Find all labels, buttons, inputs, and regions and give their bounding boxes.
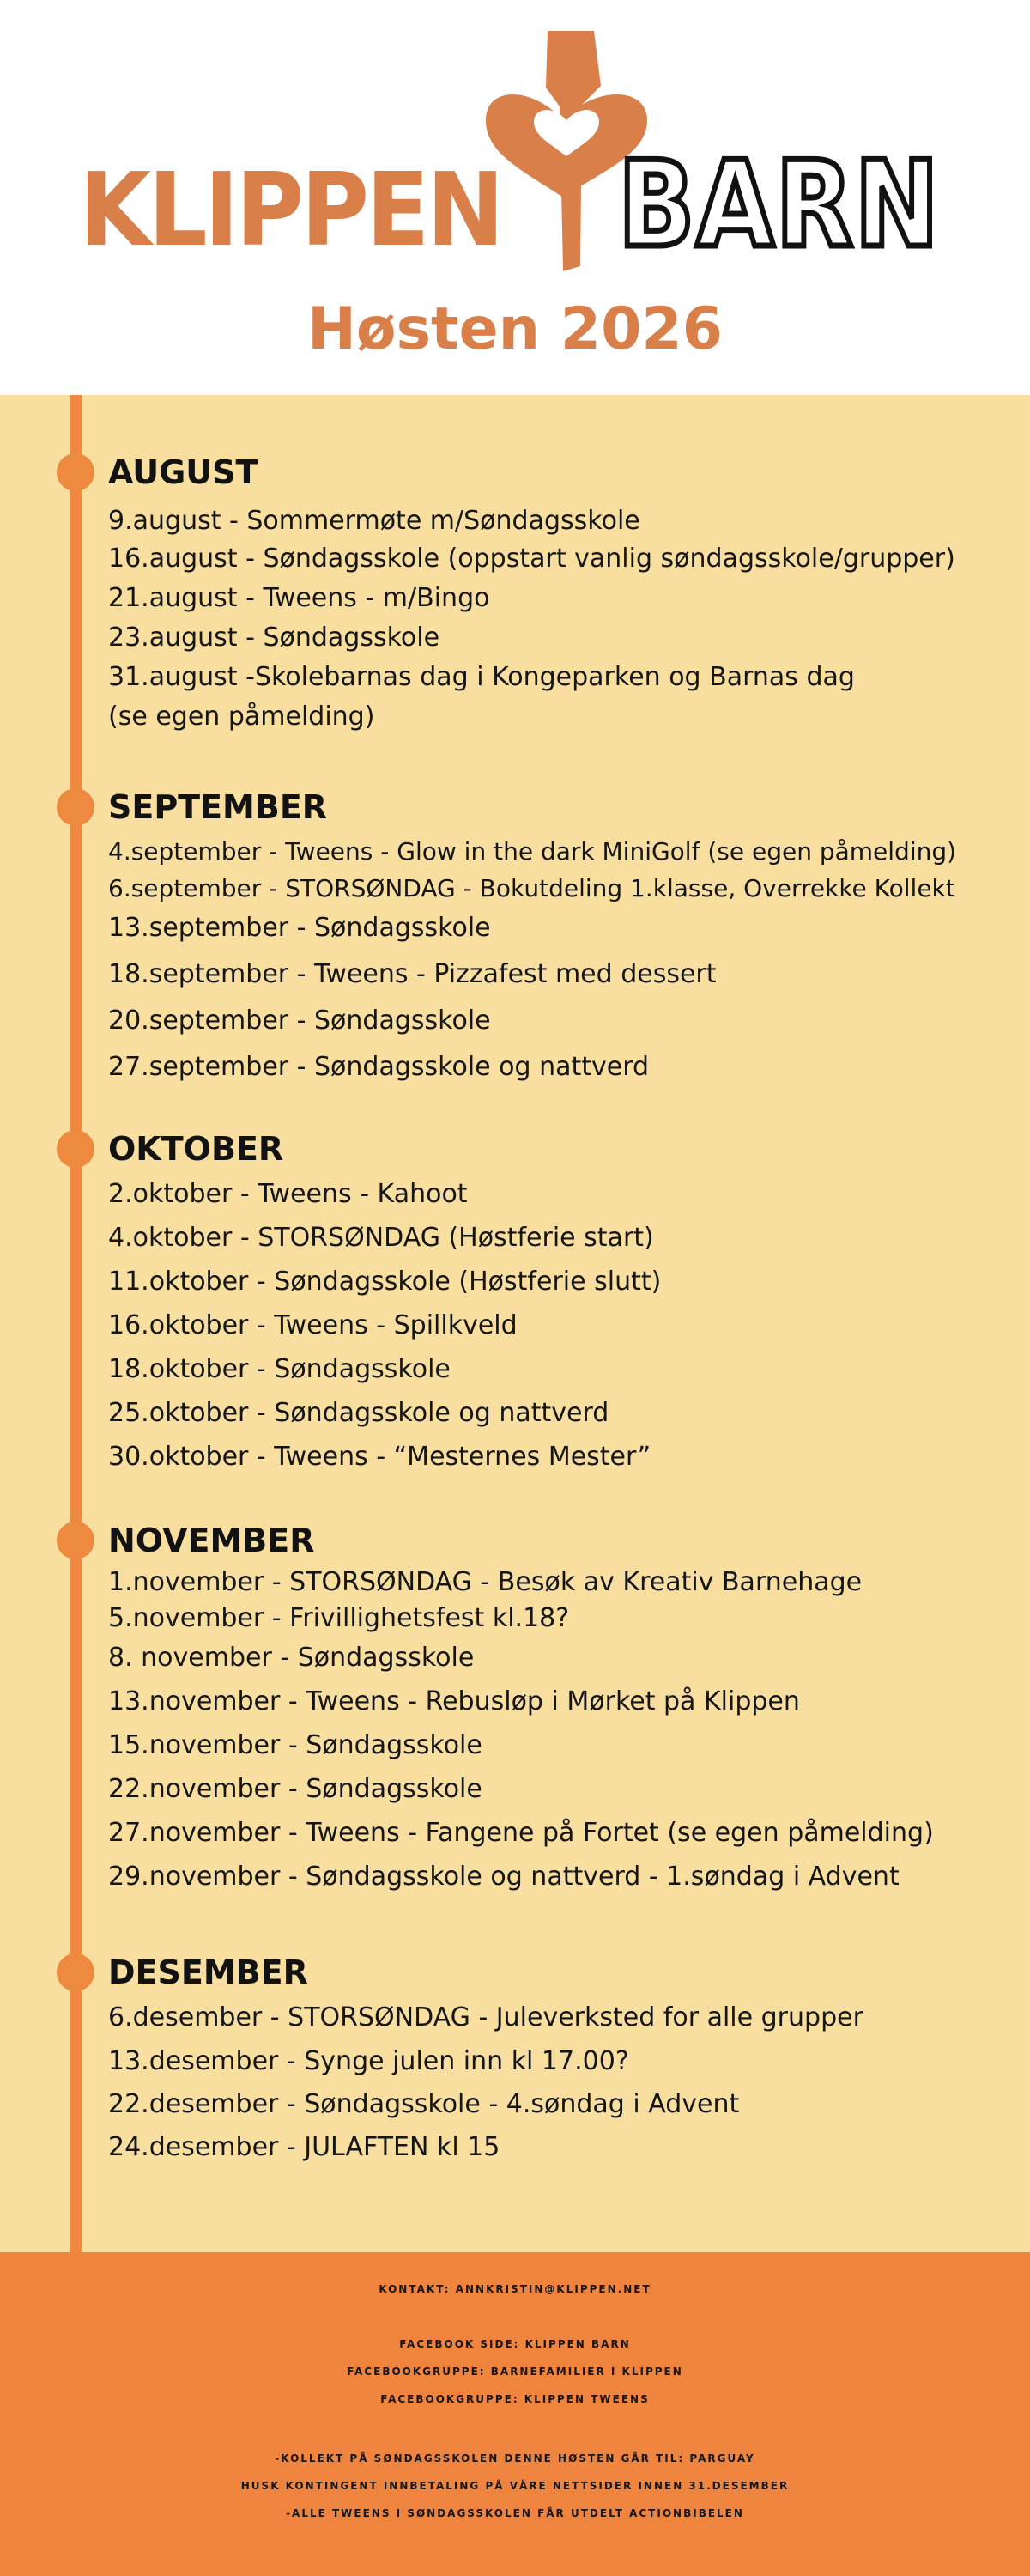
event-item: 8. november - Søndagsskole [108, 1643, 475, 1673]
footer-note-bible: -ALLE TWEENS I SØNDAGSSKOLEN FÅR UTDELT ACTIONBIBELEN [286, 2507, 744, 2519]
event-item: 13.september - Søndagsskole [108, 913, 491, 943]
month-title: NOVEMBER [108, 1522, 315, 1559]
event-item: 18.september - Tweens - Pizzafest med dessert [108, 959, 717, 989]
footer-facebook-page: FACEBOOK SIDE: KLIPPEN BARN [399, 2338, 631, 2350]
event-item: 13.november - Tweens - Rebusløp i Mørket på Klippen [108, 1686, 800, 1716]
event-item: 4.oktober - STORSØNDAG (Høstferie start) [108, 1223, 654, 1253]
timeline-dot-september [57, 788, 94, 826]
event-item: 6.desember - STORSØNDAG - Juleverksted for alle grupper [108, 2002, 863, 2032]
event-item: 27.november - Tweens - Fangene på Fortet (se egen påmelding) [108, 1818, 934, 1848]
event-item: 16.august - Søndagsskole (oppstart vanlig søndagsskole/grupper) [108, 544, 955, 574]
timeline-dot-august [57, 453, 94, 491]
event-item: 2.oktober - Tweens - Kahoot [108, 1179, 468, 1209]
event-item: 1.november - STORSØNDAG - Besøk av Kreativ Barnehage [108, 1567, 863, 1597]
brand-klippen: KLIPPEN [79, 150, 502, 269]
event-item: 21.august - Tweens - m/Bingo [108, 583, 490, 613]
event-item: 22.november - Søndagsskole [108, 1774, 482, 1804]
event-item: 29.november - Søndagsskole og nattverd - 1.søndag i Advent [108, 1862, 900, 1892]
event-item: 31.august -Skolebarnas dag i Kongeparken og Barnas dag [108, 662, 855, 692]
footer-note-collection: -KOLLEKT PÅ SØNDAGSSKOLEN DENNE HØSTEN GÅR TIL: PARGUAY [275, 2452, 755, 2464]
month-title: SEPTEMBER [108, 788, 328, 826]
month-title: AUGUST [108, 453, 258, 491]
footer [0, 2252, 1030, 2576]
event-item: 23.august - Søndagsskole [108, 623, 440, 653]
timeline-dot-november [57, 1522, 94, 1559]
event-item: 5.november - Frivillighetsfest kl.18? [108, 1603, 570, 1633]
event-item: (se egen påmelding) [108, 702, 375, 732]
event-item: 30.oktober - Tweens - “Mesternes Mester” [108, 1442, 651, 1472]
event-item: 16.oktober - Tweens - Spillkveld [108, 1310, 518, 1340]
event-item: 9.august - Sommermøte m/Søndagsskole [108, 506, 640, 536]
event-item: 11.oktober - Søndagsskole (Høstferie slutt) [108, 1267, 662, 1297]
header [0, 0, 1030, 395]
month-title: DESEMBER [108, 1953, 308, 1991]
footer-facebook-group-families: FACEBOOKGRUPPE: BARNEFAMILIER I KLIPPEN [347, 2366, 683, 2378]
event-item: 24.desember - JULAFTEN kl 15 [108, 2132, 500, 2162]
event-item: 18.oktober - Søndagsskole [108, 1354, 451, 1384]
schedule [0, 395, 1030, 2252]
event-item: 20.september - Søndagsskole [108, 1005, 491, 1036]
event-item: 27.september - Søndagsskole og nattverd [108, 1052, 650, 1082]
event-item: 22.desember - Søndagsskole - 4.søndag i Advent [108, 2089, 740, 2119]
page-subtitle: Høsten 2026 [306, 295, 724, 363]
footer-facebook-group-tweens: FACEBOOKGRUPPE: KLIPPEN TWEENS [380, 2393, 650, 2405]
footer-contact: KONTAKT: ANNKRISTIN@KLIPPEN.NET [379, 2283, 651, 2295]
timeline-dot-desember [57, 1953, 94, 1991]
event-item: 13.desember - Synge julen inn kl 17.00? [108, 2046, 629, 2076]
brand-barn: BARN [618, 136, 941, 274]
month-title: OKTOBER [108, 1130, 284, 1168]
event-item: 25.oktober - Søndagsskole og nattverd [108, 1398, 609, 1428]
event-item: 4.september - Tweens - Glow in the dark MiniGolf (se egen påmelding) [108, 837, 957, 866]
event-item: 6.september - STORSØNDAG - Bokutdeling 1.klasse, Overrekke Kollekt [108, 874, 955, 902]
timeline-dot-oktober [57, 1130, 94, 1168]
event-item: 15.november - Søndagsskole [108, 1730, 482, 1760]
footer-note-payment: HUSK KONTINGENT INNBETALING PÅ VÅRE NETTSIDER INNEN 31.DESEMBER [240, 2480, 790, 2492]
